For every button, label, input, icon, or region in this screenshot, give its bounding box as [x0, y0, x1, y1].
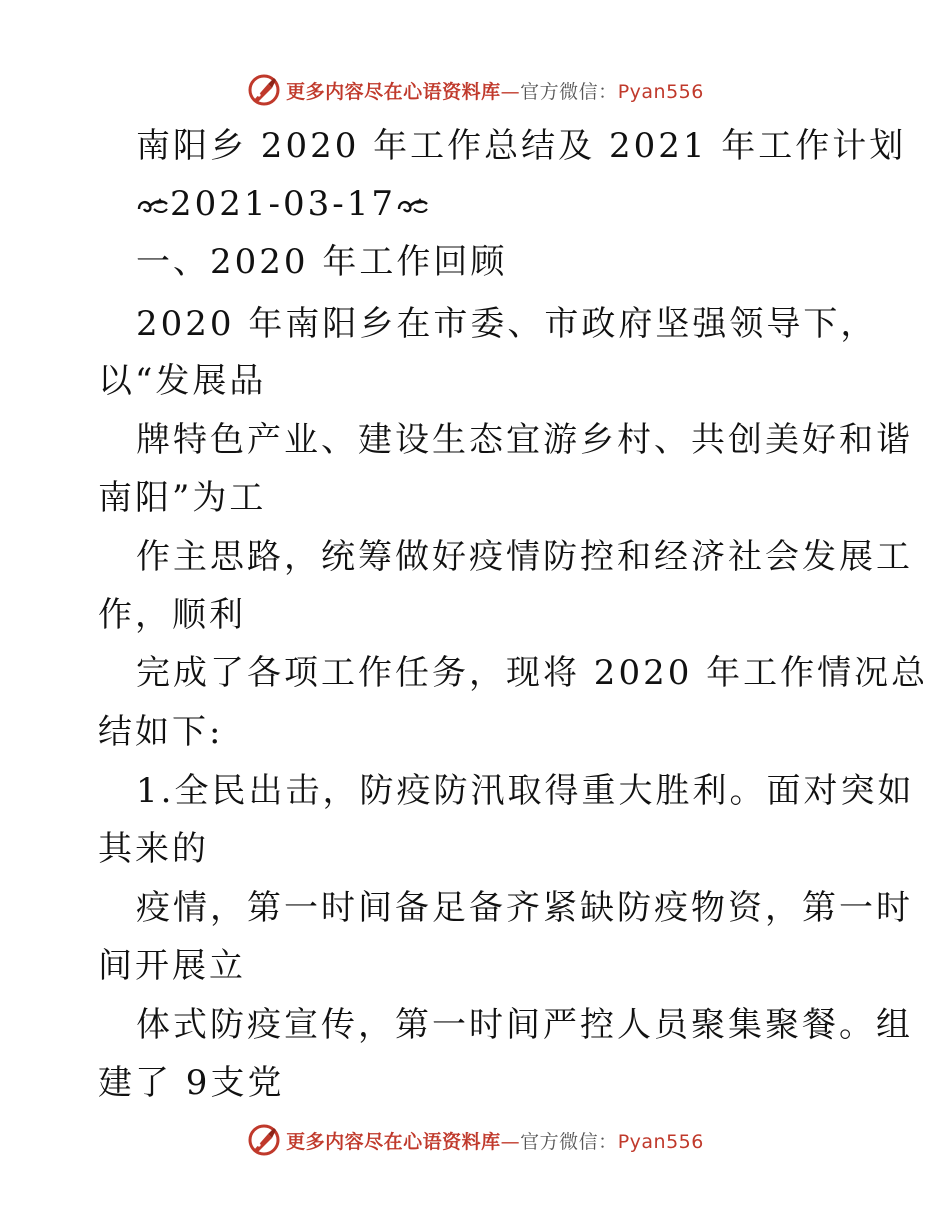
banner-wechat-id: Pyan556 — [617, 1130, 704, 1153]
banner-label: 官方微信： — [520, 1130, 618, 1153]
banner-dash: — — [500, 1130, 521, 1153]
paragraph-line: 体式防疫宣传，第一时间严控人员聚集聚餐。组 — [136, 1005, 913, 1045]
paragraph-line: 疫情，第一时间备足备齐紧缺防疫物资，第一时 — [136, 888, 913, 928]
paragraph-line: 南阳”为工 — [98, 478, 267, 518]
paragraph-line: 作，顺利 — [98, 595, 246, 635]
banner-wechat-id: Pyan556 — [617, 80, 704, 103]
document-date-line — [136, 184, 430, 224]
section-heading: 一、2020 年工作回顾 — [136, 242, 508, 282]
banner-main-text: 更多内容尽在心语资料库 — [286, 1130, 501, 1153]
banner-dash: — — [500, 80, 521, 103]
swirl-ornament-icon — [396, 194, 430, 218]
paragraph-line: 其来的 — [98, 829, 209, 869]
paragraph-line: 间开展立 — [98, 946, 246, 986]
paragraph-line: 建了 9支党 — [98, 1063, 285, 1103]
paragraph-line: 牌特色产业、建设生态宜游乡村、共创美好和谐 — [136, 420, 913, 460]
paragraph-line: 结如下: — [98, 712, 224, 752]
paragraph-line: 1.全民出击，防疫防汛取得重大胜利。面对突如 — [136, 771, 915, 811]
document-date: 2021-03-17 — [170, 184, 397, 224]
footer-banner — [0, 1120, 950, 1160]
swirl-ornament-icon — [136, 194, 170, 218]
paragraph-line: 作主思路，统筹做好疫情防控和经济社会发展工 — [136, 537, 913, 577]
document-title: 南阳乡 2020 年工作总结及 2021 年工作计划 — [136, 126, 907, 166]
banner-main-text: 更多内容尽在心语资料库 — [286, 80, 501, 103]
paragraph-line: 以“发展品 — [98, 361, 267, 401]
banner-label: 官方微信： — [520, 80, 618, 103]
paragraph-line: 完成了各项工作任务，现将 2020 年工作情况总 — [136, 653, 929, 693]
pen-nib-logo-icon — [246, 1122, 282, 1158]
paragraph-line: 2020 年南阳乡在市委、市政府坚强领导下， — [136, 304, 878, 344]
